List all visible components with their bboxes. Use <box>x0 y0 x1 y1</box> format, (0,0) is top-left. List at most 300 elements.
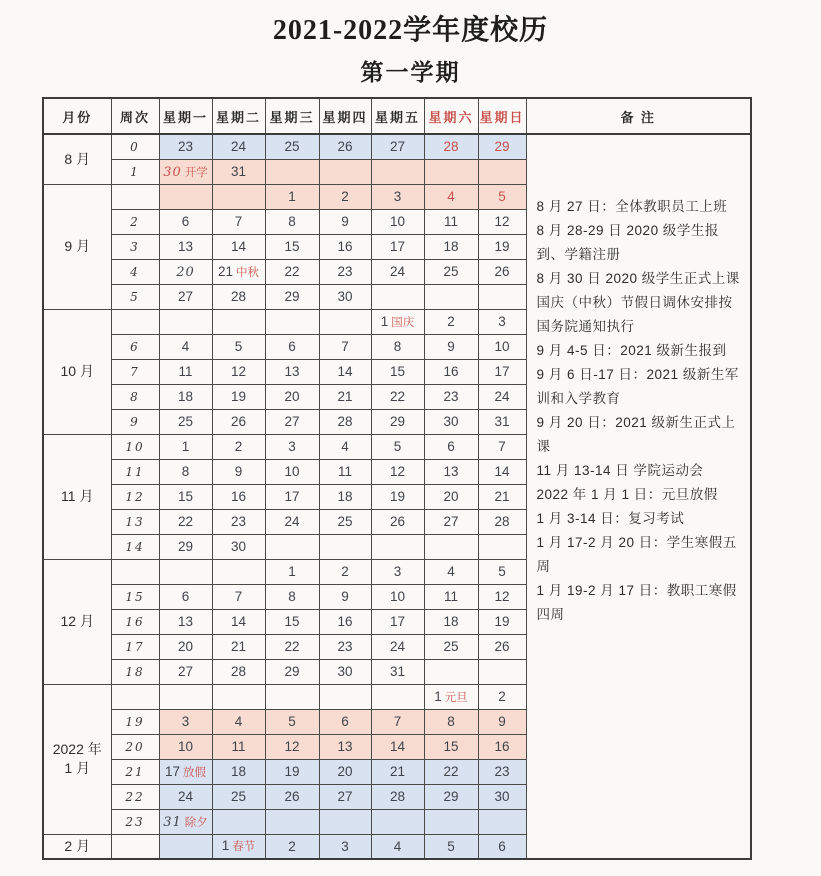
month-label: 10 月 <box>60 363 94 379</box>
day-number: 22 <box>443 764 459 779</box>
day-number: 5 <box>447 838 455 854</box>
day-cell <box>212 634 265 659</box>
day-cell <box>371 809 424 834</box>
day-number: 15 <box>443 739 459 754</box>
day-cell <box>265 509 319 534</box>
day-cell <box>319 309 371 334</box>
day-number: 23 <box>177 139 194 155</box>
day-cell <box>478 334 526 359</box>
week-number: 11 <box>125 464 145 479</box>
day-cell <box>478 584 526 609</box>
day-cell <box>212 809 265 834</box>
day-number: 2 <box>447 314 455 329</box>
day-cell <box>371 284 424 309</box>
day-cell <box>371 234 424 259</box>
day-number: 24 <box>389 264 406 279</box>
week-number-cell <box>111 284 159 309</box>
day-cell <box>319 609 371 634</box>
day-number: 27 <box>337 789 353 804</box>
day-cell <box>265 234 319 259</box>
day-number: 28 <box>494 514 510 529</box>
day-cell <box>212 484 265 509</box>
notes-cell <box>526 134 751 859</box>
day-cell <box>319 359 371 384</box>
day-cell <box>212 384 265 409</box>
day-cell <box>212 684 265 709</box>
day-cell <box>424 484 478 509</box>
note-line: 8 月 28-29 日 2020 级学生报到、学籍注册 <box>536 223 719 262</box>
day-cell <box>371 759 424 784</box>
day-number: 10 <box>389 214 406 229</box>
day-cell <box>424 434 478 459</box>
day-number: 28 <box>389 789 406 804</box>
day-cell <box>212 409 265 434</box>
day-cell <box>159 584 212 609</box>
day-cell <box>319 634 371 659</box>
day-cell <box>159 684 212 709</box>
day-number: 23 <box>337 639 353 654</box>
day-cell <box>478 434 526 459</box>
day-number: 23 <box>230 514 247 529</box>
day-number: 13 <box>337 739 353 754</box>
day-cell <box>265 709 319 734</box>
day-number: 8 <box>447 714 455 729</box>
week-number: 4 <box>130 264 140 279</box>
week-number-cell <box>111 559 159 584</box>
day-number: 24 <box>284 514 300 529</box>
day-number: 17 <box>284 489 300 504</box>
day-number: 24 <box>494 389 510 404</box>
day-cell <box>159 359 212 384</box>
month-cell <box>43 309 111 434</box>
day-cell <box>371 184 424 209</box>
day-cell <box>424 734 478 759</box>
day-cell <box>478 534 526 559</box>
day-cell <box>424 509 478 534</box>
day-cell <box>319 159 371 184</box>
day-number: 17 <box>164 763 181 779</box>
day-cell <box>424 309 478 334</box>
day-cell <box>159 734 212 759</box>
day-cell <box>265 634 319 659</box>
day-cell <box>212 734 265 759</box>
week-number-cell <box>111 359 159 384</box>
day-number: 27 <box>177 289 194 304</box>
day-cell <box>478 309 526 334</box>
day-cell <box>265 684 319 709</box>
day-cell <box>212 534 265 559</box>
week-number-cell <box>111 484 159 509</box>
day-number: 21 <box>389 764 406 779</box>
day-cell <box>265 334 319 359</box>
day-number: 1 <box>221 838 230 854</box>
note-line: 11 月 13-14 日 学院运动会 <box>536 463 704 478</box>
day-cell <box>212 259 265 284</box>
week-number-cell <box>111 634 159 659</box>
day-cell <box>159 609 212 634</box>
week-number-cell <box>111 459 159 484</box>
day-cell <box>212 609 265 634</box>
day-number: 12 <box>494 589 510 604</box>
day-number: 22 <box>284 639 300 654</box>
day-number: 6 <box>498 838 506 854</box>
day-number: 2 <box>288 838 296 854</box>
day-number: 6 <box>447 439 455 454</box>
day-number: 11 <box>231 739 246 754</box>
day-number: 18 <box>230 764 247 779</box>
day-cell <box>212 584 265 609</box>
day-cell <box>319 759 371 784</box>
day-number: 19 <box>230 389 247 404</box>
day-number: 8 <box>288 214 296 229</box>
day-number: 6 <box>341 714 349 729</box>
day-cell <box>424 259 478 284</box>
month-label: 8 月 <box>64 150 91 167</box>
day-cell <box>371 459 424 484</box>
day-cell <box>478 834 526 859</box>
day-number: 9 <box>234 464 243 479</box>
day-cell <box>478 284 526 309</box>
day-number: 31 <box>494 414 510 429</box>
day-cell <box>424 809 478 834</box>
day-cell <box>265 184 319 209</box>
calendar-table <box>42 97 752 860</box>
day-number: 13 <box>284 364 300 379</box>
day-cell <box>478 734 526 759</box>
day-number: 27 <box>389 139 406 155</box>
day-cell <box>319 259 371 284</box>
month-label: 9 月 <box>64 238 91 254</box>
day-cell <box>212 709 265 734</box>
week-number: 23 <box>125 814 145 829</box>
day-cell <box>212 134 265 159</box>
week-number-cell <box>111 334 159 359</box>
week-number: 5 <box>130 289 140 304</box>
day-number: 21 <box>494 489 510 504</box>
day-number: 11 <box>443 214 458 229</box>
day-cell <box>265 759 319 784</box>
day-cell <box>371 559 424 584</box>
day-cell <box>424 559 478 584</box>
day-number: 16 <box>443 364 459 379</box>
day-cell <box>424 334 478 359</box>
day-cell <box>424 184 478 209</box>
day-number: 1 <box>288 189 296 204</box>
day-number: 26 <box>284 789 300 804</box>
week-number: 18 <box>125 664 145 679</box>
day-cell <box>159 834 212 859</box>
day-cell <box>159 759 212 784</box>
day-cell <box>371 159 424 184</box>
day-number: 16 <box>337 239 353 254</box>
day-number: 22 <box>177 514 194 529</box>
day-number: 12 <box>494 214 510 229</box>
day-cell <box>371 434 424 459</box>
day-number: 5 <box>498 189 506 204</box>
day-cell <box>159 434 212 459</box>
day-cell <box>424 759 478 784</box>
day-number: 7 <box>234 214 243 229</box>
week-number: 7 <box>130 364 140 379</box>
day-number: 26 <box>494 264 510 279</box>
week-number-cell <box>111 609 159 634</box>
day-number: 22 <box>389 389 406 404</box>
day-number: 25 <box>177 414 194 429</box>
day-cell <box>212 659 265 684</box>
day-cell <box>424 209 478 234</box>
week-number-cell <box>111 309 159 334</box>
day-cell <box>478 159 526 184</box>
day-cell <box>265 609 319 634</box>
day-cell <box>424 384 478 409</box>
day-number: 10 <box>177 739 194 754</box>
day-cell <box>212 509 265 534</box>
week-number: 9 <box>130 414 140 429</box>
day-cell <box>159 259 212 284</box>
day-cell <box>319 234 371 259</box>
day-cell <box>319 709 371 734</box>
day-cell <box>319 509 371 534</box>
week-number: 6 <box>130 339 140 354</box>
day-number: 20 <box>284 389 300 404</box>
day-cell <box>212 784 265 809</box>
page-title: 2021-2022学年度校历 <box>272 15 549 46</box>
day-number: 31 <box>163 814 182 830</box>
month-label: 2022 年 <box>52 741 102 757</box>
day-number: 21 <box>337 389 353 404</box>
day-cell <box>478 134 526 159</box>
day-number: 12 <box>230 364 247 379</box>
day-cell <box>319 184 371 209</box>
day-cell <box>265 434 319 459</box>
day-cell <box>265 534 319 559</box>
day-cell <box>159 234 212 259</box>
week-number: 20 <box>125 739 145 754</box>
day-cell <box>159 159 212 184</box>
day-cell <box>265 409 319 434</box>
day-number: 22 <box>284 264 300 279</box>
day-cell <box>424 834 478 859</box>
day-number: 14 <box>494 464 510 479</box>
day-cell <box>424 159 478 184</box>
day-cell <box>159 534 212 559</box>
day-number: 3 <box>288 439 296 454</box>
day-cell <box>424 584 478 609</box>
day-number: 9 <box>341 214 349 229</box>
day-number: 10 <box>284 464 300 479</box>
week-number: 10 <box>125 439 145 454</box>
day-cell <box>478 609 526 634</box>
day-number: 28 <box>230 664 247 679</box>
day-number: 31 <box>230 164 247 179</box>
day-number: 10 <box>389 589 406 604</box>
day-cell <box>478 184 526 209</box>
day-cell <box>212 334 265 359</box>
day-number: 30 <box>494 789 510 804</box>
day-number: 26 <box>389 514 406 529</box>
day-cell <box>319 134 371 159</box>
day-cell <box>478 209 526 234</box>
week-number-cell <box>111 809 159 834</box>
note-line: 2022 年 1 月 1 日：元旦放假 <box>536 487 718 502</box>
day-cell <box>265 134 319 159</box>
month-cell <box>43 684 111 834</box>
day-number: 3 <box>498 314 506 329</box>
week-number-cell <box>111 434 159 459</box>
month-cell <box>43 434 111 559</box>
day-number: 30 <box>337 664 353 679</box>
day-cell <box>478 784 526 809</box>
day-number: 1 <box>380 313 389 329</box>
day-cell <box>371 509 424 534</box>
day-number: 21 <box>230 639 247 654</box>
day-number: 30 <box>443 414 459 429</box>
day-number: 3 <box>341 838 349 854</box>
day-cell <box>212 359 265 384</box>
month-label: 12 月 <box>60 613 94 629</box>
day-cell <box>159 334 212 359</box>
day-cell <box>424 784 478 809</box>
note-line: 1 月 3-14 日：复习考试 <box>536 511 685 526</box>
day-cell <box>212 184 265 209</box>
day-cell <box>371 534 424 559</box>
day-cell <box>371 384 424 409</box>
day-number: 12 <box>284 739 300 754</box>
day-number: 8 <box>288 589 296 604</box>
day-number: 14 <box>230 239 247 254</box>
day-number: 15 <box>284 239 300 254</box>
day-number: 25 <box>230 789 247 804</box>
day-cell <box>371 834 424 859</box>
week-number-cell <box>111 209 159 234</box>
day-number: 16 <box>230 489 247 504</box>
day-cell <box>424 684 478 709</box>
day-number: 19 <box>389 489 406 504</box>
month-cell <box>43 559 111 684</box>
week-number: 0 <box>130 139 140 154</box>
day-number: 15 <box>284 614 300 629</box>
day-cell <box>265 584 319 609</box>
day-number: 9 <box>447 339 455 354</box>
day-number: 3 <box>181 714 190 729</box>
day-cell <box>159 209 212 234</box>
day-cell <box>212 159 265 184</box>
col-header-day-7: 星期日 <box>478 98 526 134</box>
day-number: 29 <box>389 414 406 429</box>
day-number: 25 <box>443 639 459 654</box>
week-number: 16 <box>125 614 145 629</box>
day-number: 23 <box>443 389 459 404</box>
day-cell <box>371 409 424 434</box>
day-cell <box>424 359 478 384</box>
day-cell <box>478 509 526 534</box>
day-number: 26 <box>494 639 510 654</box>
day-number: 25 <box>443 264 459 279</box>
day-cell <box>265 784 319 809</box>
week-number: 2 <box>130 214 140 229</box>
day-number: 20 <box>337 764 353 779</box>
day-cell <box>265 734 319 759</box>
day-cell <box>424 634 478 659</box>
day-cell <box>319 559 371 584</box>
day-cell <box>159 484 212 509</box>
day-cell <box>319 534 371 559</box>
day-cell <box>424 709 478 734</box>
day-number: 25 <box>284 139 300 155</box>
day-cell <box>265 359 319 384</box>
day-cell <box>478 634 526 659</box>
festival-label: 春节 <box>232 841 256 854</box>
day-number: 23 <box>337 264 353 279</box>
day-cell <box>478 384 526 409</box>
day-cell <box>424 134 478 159</box>
day-cell <box>319 684 371 709</box>
day-cell <box>371 634 424 659</box>
day-number: 2 <box>341 189 349 204</box>
day-cell <box>265 659 319 684</box>
day-number: 20 <box>177 639 194 654</box>
day-number: 28 <box>230 289 247 304</box>
day-cell <box>371 259 424 284</box>
day-cell <box>159 134 212 159</box>
day-number: 6 <box>288 339 296 354</box>
day-cell <box>319 834 371 859</box>
day-cell <box>424 459 478 484</box>
day-number: 8 <box>393 339 402 354</box>
week-number: 14 <box>125 539 145 554</box>
day-number: 1 <box>181 439 190 454</box>
month-label: 11 月 <box>61 488 94 504</box>
day-number: 2 <box>498 689 506 704</box>
festival-label: 中秋 <box>236 266 260 279</box>
note-line: 9 月 20 日：2021 级新生正式上课 <box>536 415 736 454</box>
day-number: 17 <box>494 364 510 379</box>
festival-label: 放假 <box>183 766 207 779</box>
day-number: 2 <box>341 564 349 579</box>
day-cell <box>265 209 319 234</box>
day-cell <box>212 284 265 309</box>
day-number: 7 <box>234 589 243 604</box>
day-number: 15 <box>389 364 406 379</box>
day-cell <box>159 709 212 734</box>
day-cell <box>319 409 371 434</box>
day-number: 17 <box>389 239 406 254</box>
day-cell <box>478 459 526 484</box>
day-cell <box>265 159 319 184</box>
day-number: 23 <box>494 764 510 779</box>
col-header-day-2: 星期二 <box>212 98 265 134</box>
week-number-cell <box>111 509 159 534</box>
day-number: 24 <box>177 789 194 804</box>
col-header-day-1: 星期一 <box>159 98 212 134</box>
day-cell <box>265 809 319 834</box>
day-number: 12 <box>389 464 406 479</box>
day-number: 18 <box>177 389 194 404</box>
day-number: 13 <box>177 239 194 254</box>
day-cell <box>319 459 371 484</box>
col-header-month: 月份 <box>43 98 111 134</box>
day-cell <box>478 659 526 684</box>
day-number: 18 <box>443 239 459 254</box>
col-header-day-5: 星期五 <box>371 98 424 134</box>
day-cell <box>478 559 526 584</box>
day-cell <box>424 409 478 434</box>
day-number: 4 <box>181 339 190 354</box>
month-label: 2 月 <box>64 837 91 854</box>
day-cell <box>212 309 265 334</box>
week-number-cell <box>111 659 159 684</box>
day-cell <box>478 484 526 509</box>
